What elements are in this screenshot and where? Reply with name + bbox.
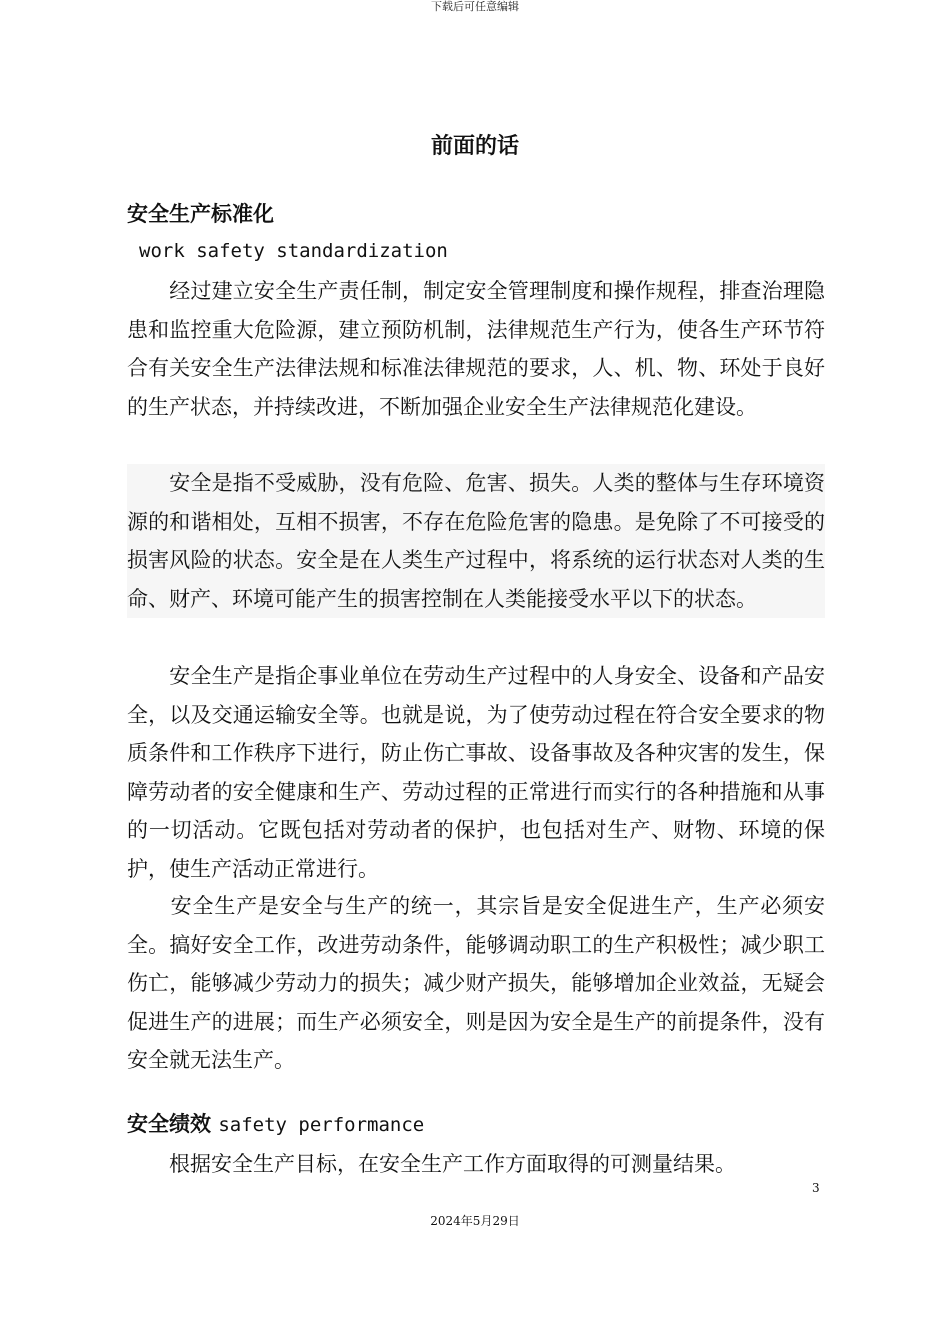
section-heading-english: work safety standardization — [139, 240, 448, 262]
page-number: 3 — [812, 1181, 820, 1195]
paragraph-production-safety-definition: 安全生产是指企事业单位在劳动生产过程中的人身安全、设备和产品安全，以及交通运输安全等。也就是说，为了使劳动过程在符合安全要求的物质条件和工作秩序下进行，防止伤亡事故、设备事故及各种灾害的发生，保障劳动者的安全健康和生产、劳动过程的正常进行而实行的各种措施和从事的一切活动。它既包括对劳动者的保护，也包括对生产、财物、环境的保护，使生产活动正常进行。 — [127, 664, 825, 881]
document-title: 前面的话 — [430, 134, 519, 159]
page-header: 下载后可任意编辑 — [431, 0, 519, 13]
section-heading-performance-cn: 安全绩效 — [127, 1112, 211, 1136]
section-heading-standardization: 安全生产标准化 — [127, 202, 274, 226]
paragraph-safety-definition: 安全是指不受威胁，没有危险、危害、损失。人类的整体与生存环境资源的和谐相处，互相不损害，不存在危险危害的隐患。是免除了不可接受的损害风险的状态。安全是在人类生产过程中，将系统的运行状态对人类的生命、财产、环境可能产生的损害控制在人类能接受水平以下的状态。 — [127, 464, 825, 618]
section-heading-performance-en: safety performance — [218, 1114, 425, 1136]
page-footer-date: 2024年5月29日 — [430, 1214, 520, 1228]
paragraph-performance-definition: 根据安全生产目标，在安全生产工作方面取得的可测量结果。 — [127, 1152, 736, 1176]
paragraph-safety-production-unity: 安全生产是安全与生产的统一，其宗旨是安全促进生产，生产必须安全。搞好安全工作，改进劳动条件，能够调动职工的生产积极性；减少职工伤亡，能够减少劳动力的损失；减少财产损失，能够增加企业效益，无疑会促进生产的进展；而生产必须安全，则是因为安全是生产的前提条件，没有安全就无法生产。 — [127, 894, 825, 1072]
section-heading-performance — [127, 1107, 424, 1142]
paragraph-standardization-definition: 经过建立安全生产责任制，制定安全管理制度和操作规程，排查治理隐患和监控重大危险源，建立预防机制，法律规范生产行为，使各生产环节符合有关安全生产法律法规和标准法律规范的要求，人、机、物、环处于良好的生产状态，并持续改进，不断加强企业安全生产法律规范化建设。 — [127, 279, 825, 419]
